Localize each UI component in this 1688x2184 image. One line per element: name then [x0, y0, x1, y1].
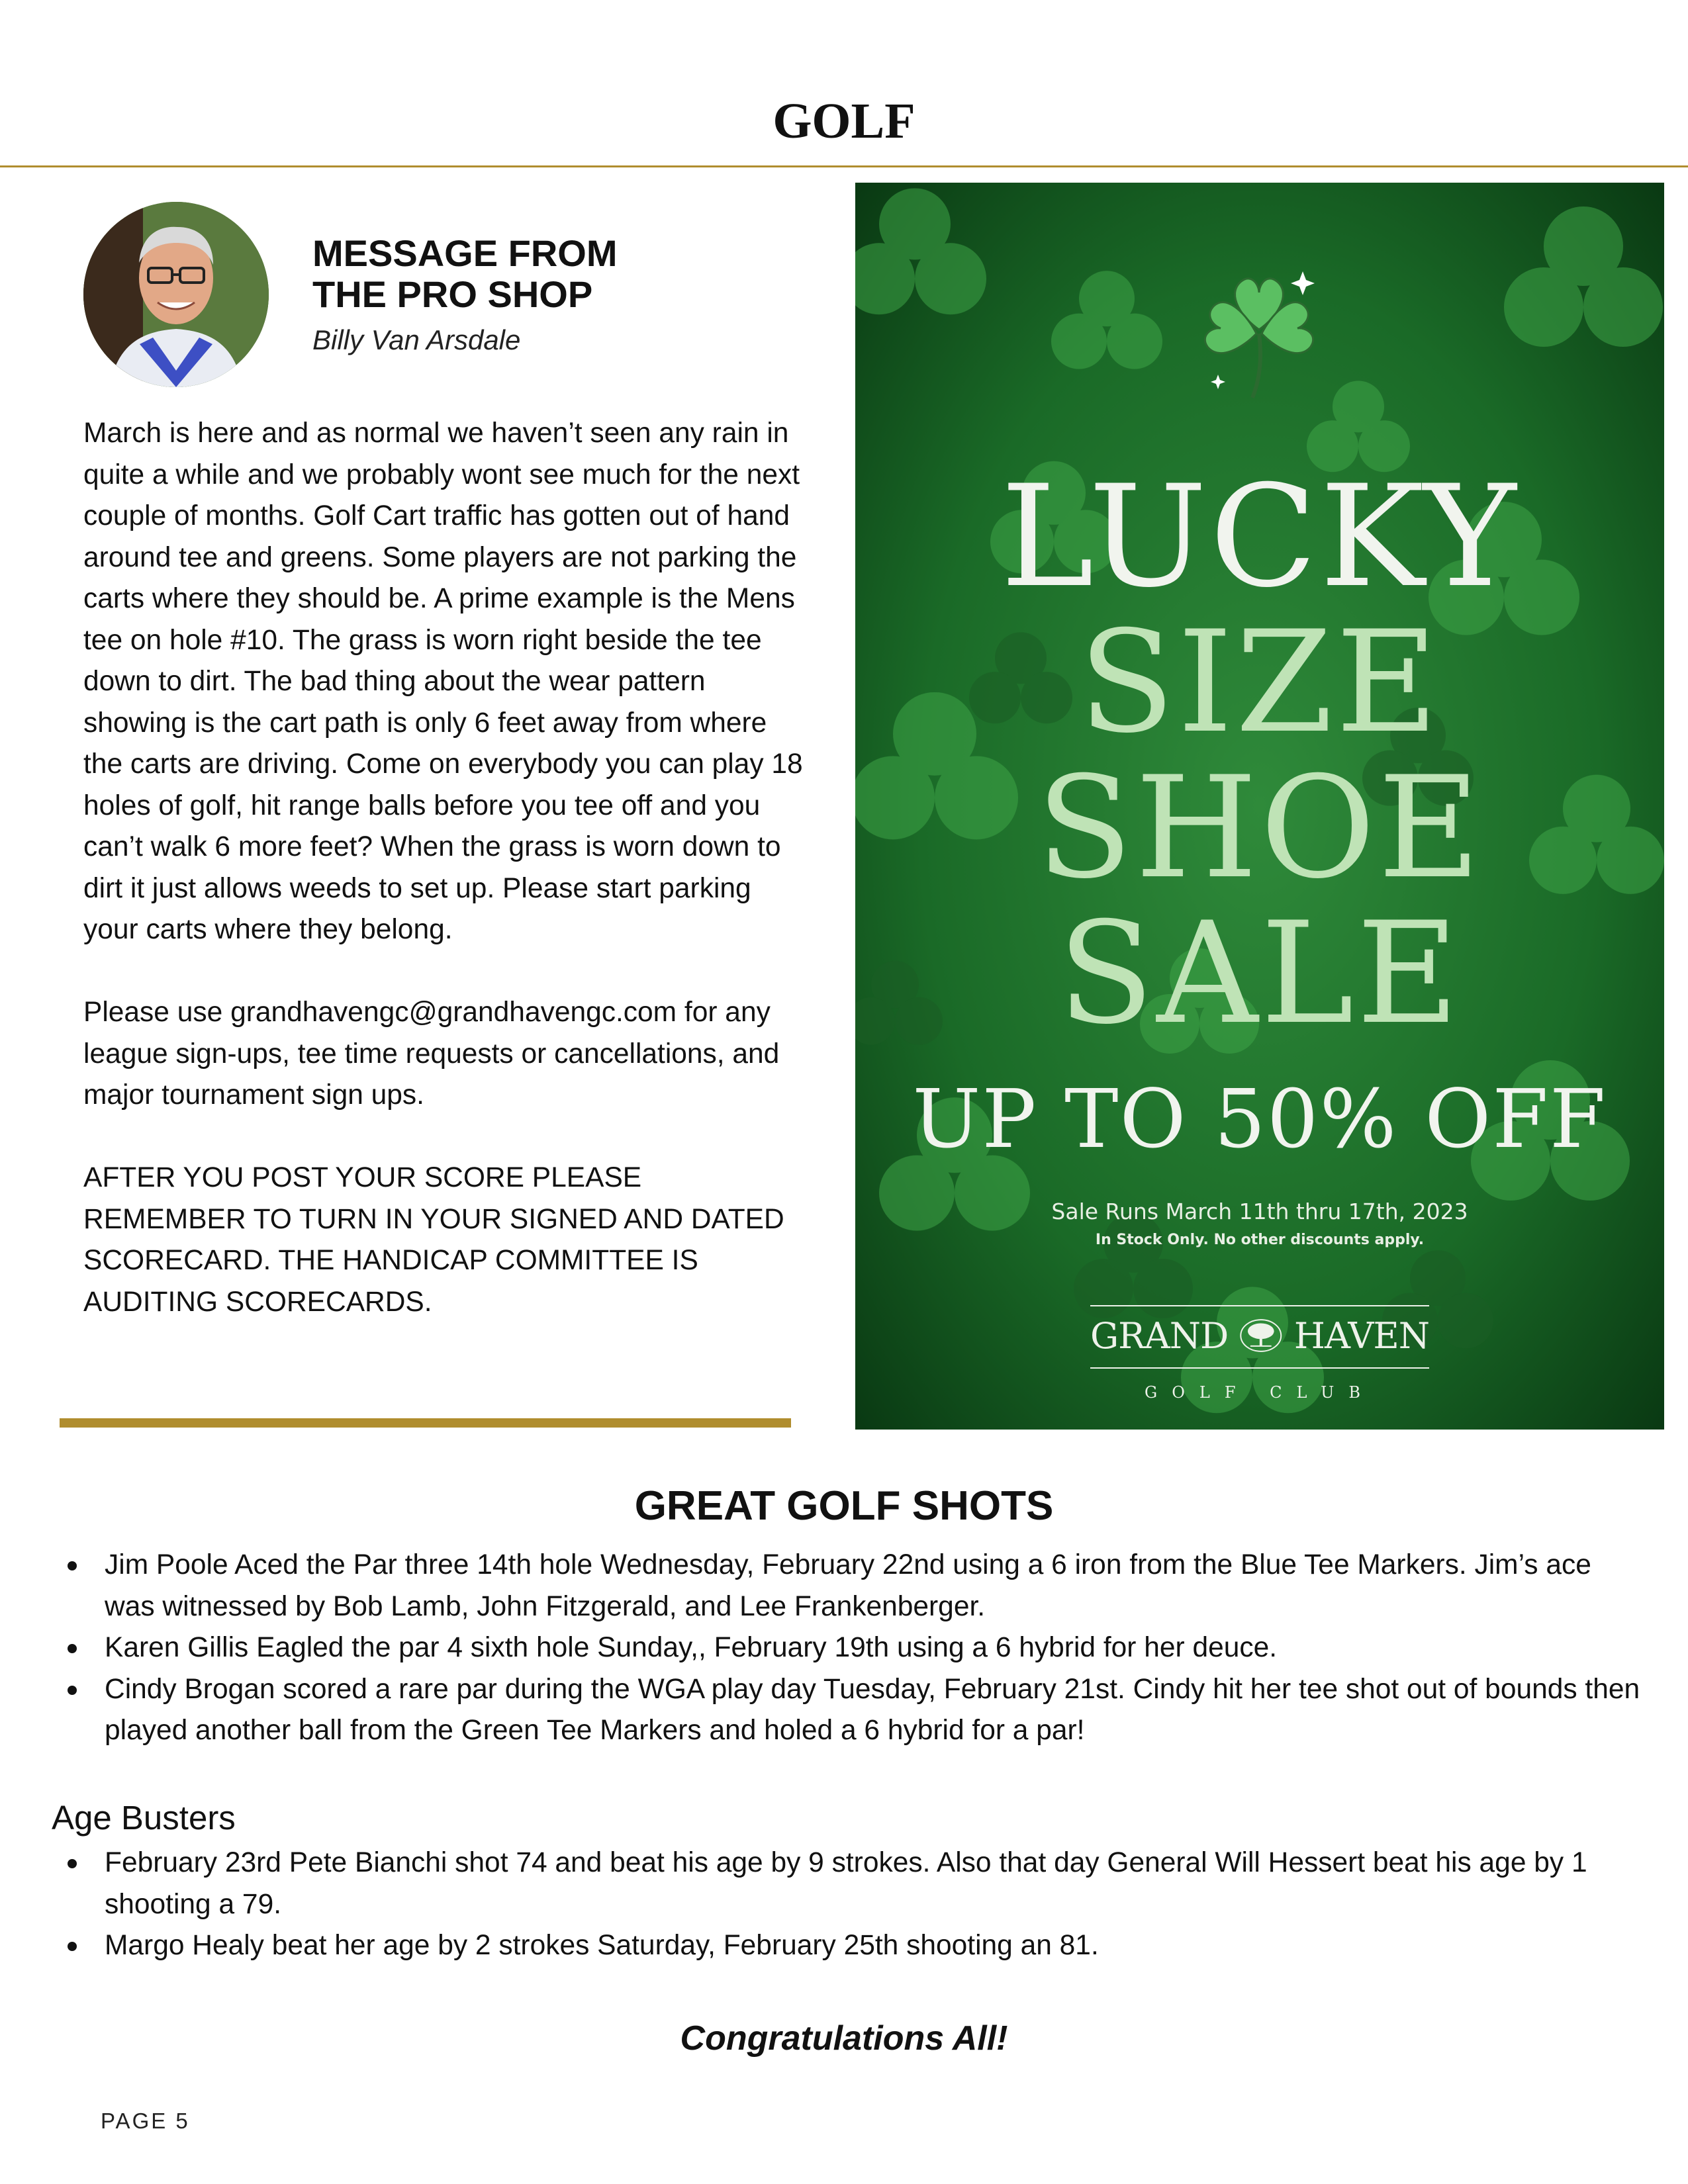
header-rule: [0, 165, 1688, 167]
section-title: GOLF: [773, 93, 915, 149]
bullet-icon: [68, 1561, 77, 1570]
great-golf-shots-list: [53, 1545, 1642, 1752]
author-name: Billy Van Arsdale: [312, 324, 521, 355]
logo-rule-top: [1090, 1305, 1429, 1306]
bullet-icon: [68, 1644, 77, 1653]
poster-sale-dates: Sale Runs March 11th thru 17th, 2023: [1051, 1199, 1468, 1224]
age-busters-list: [53, 1843, 1642, 1967]
list-item-text: February 23rd Pete Bianchi shot 74 and beat his age by 9 strokes. Also that day General Will Hessert beat his age by 1 shooting a 79.: [105, 1847, 1587, 1920]
logo-word-grand: GRAND: [1090, 1314, 1229, 1357]
list-item-text: Cindy Brogan scored a rare par during the WGA play day Tuesday, February 21st. Cindy hit her tee shot out of bounds then played another ball from the Green Tee Markers and holed a 6 hybrid for a par!: [105, 1673, 1640, 1746]
poster-headline-sale: SALE: [1058, 891, 1462, 1055]
author-photo: [83, 202, 269, 387]
bullet-icon: [68, 1942, 77, 1951]
message-heading-line1: MESSAGE FROM: [312, 232, 618, 274]
congratulations-text: Congratulations All!: [680, 2019, 1008, 2058]
message-body: [83, 413, 805, 1323]
logo-name: [1090, 1308, 1429, 1363]
shamrock-icon: [1180, 255, 1338, 414]
list-item: [53, 1627, 1642, 1669]
message-paragraph: March is here and as normal we haven’t seen any rain in quite a while and we probably wont see much for the next couple of months. Golf Cart traffic has gotten out of hand around tee and greens. Some players are not parking the carts where they should be. A prime example is the Mens tee on hole #10. The grass is worn right beside the tee down to dirt. The bad thing about the wear pattern showing is the cart path is only 6 feet away from where the carts are driving. Come on everybody you can play 18 holes of golf, hit range balls before you tee off and you can’t walk 6 more feet? When the grass is worn down to dirt it just allows weeds to set up. Please start parking your carts where they belong.: [83, 418, 803, 945]
poster-fine-print: In Stock Only. No other discounts apply.: [1095, 1232, 1425, 1248]
bullet-icon: [68, 1686, 77, 1695]
poster-headline-lucky: LUCKY: [1000, 455, 1519, 618]
message-heading: [312, 233, 776, 315]
list-item: [53, 1669, 1642, 1752]
list-item-text: Jim Poole Aced the Par three 14th hole Wednesday, February 22nd using a 6 iron from the Blue Tee Markers. Jim’s ace was witnessed by Bob Lamb, John Fitzgerald, and Lee Frankenberger.: [105, 1549, 1591, 1622]
bullet-icon: [68, 1859, 77, 1868]
logo-subtitle: GOLF CLUB: [1145, 1383, 1375, 1402]
logo-word-haven: HAVEN: [1293, 1314, 1429, 1357]
list-item: [53, 1843, 1642, 1925]
list-item: [53, 1545, 1642, 1627]
great-golf-shots-heading: GREAT GOLF SHOTS: [634, 1483, 1054, 1529]
age-busters-heading: Age Busters: [52, 1799, 236, 1837]
poster-headline-shoe: SHOE: [1036, 746, 1483, 909]
list-item: [53, 1925, 1642, 1967]
grand-haven-logo: [1090, 1301, 1429, 1414]
shoe-sale-poster: [855, 183, 1664, 1430]
tree-icon: [1240, 1309, 1282, 1362]
list-item-text: Karen Gillis Eagled the par 4 sixth hole Sunday,, February 19th using a 6 hybrid for her deuce.: [105, 1632, 1278, 1663]
message-paragraph: AFTER YOU POST YOUR SCORE PLEASE REMEMBER TO TURN IN YOUR SIGNED AND DATED SCORECARD. THE HANDICAP COMMITTEE IS AUDITING SCORECARDS.: [83, 1162, 784, 1318]
poster-headline-size: SIZE: [1078, 600, 1441, 764]
poster-discount-offer: UP TO 50% OFF: [912, 1072, 1607, 1166]
page-number: PAGE 5: [101, 2109, 190, 2133]
list-item-text: Margo Healy beat her age by 2 strokes Saturday, February 25th shooting an 81.: [105, 1930, 1099, 1961]
gold-divider-bar: [60, 1418, 791, 1428]
logo-rule-bottom: [1090, 1367, 1429, 1369]
message-heading-line2: THE PRO SHOP: [312, 273, 593, 315]
message-paragraph: Please use grandhavengc@grandhavengc.com for any league sign-ups, tee time requests or cancellations, and major tournament sign ups.: [83, 997, 780, 1111]
